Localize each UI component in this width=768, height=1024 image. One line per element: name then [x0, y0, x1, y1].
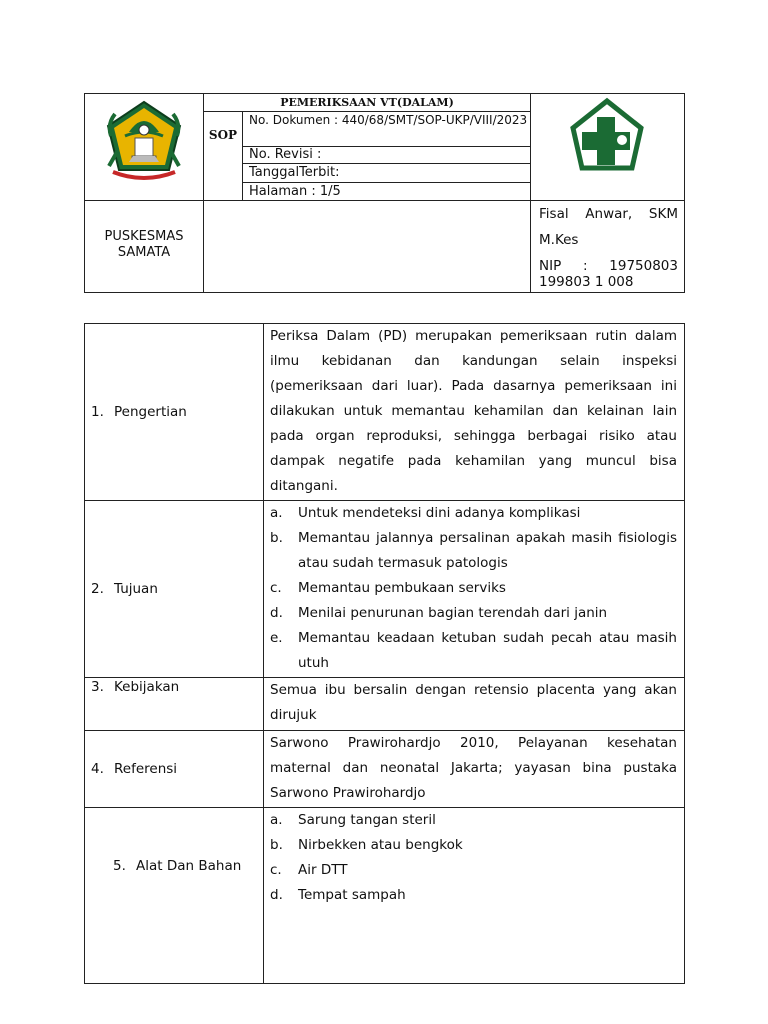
section-label — [85, 808, 264, 984]
list-item-text: Memantau jalannya persalinan apakah masih fisiologis atau sudah termasuk patologis — [298, 530, 677, 571]
signer-title: M.Kes — [539, 232, 579, 248]
pengertian-text: Periksa Dalam (PD) merupakan pemeriksaan rutin dalam ilmu kebidanan dan kandungan selain inspeksi (pemeriksaan dari luar). Pada dasarnya pemeriksaan ini dilakukan untuk memantau kehamilan dan kelainan lain pada organ reproduksi, sehingga berbagai risiko atau dampak negatife pada kehamilan yang muncul bisa ditangani. — [264, 324, 685, 501]
section-label — [85, 678, 264, 731]
list-item-text: Memantau keadaan ketuban sudah pecah atau masih utuh — [298, 630, 677, 671]
table-row — [85, 731, 685, 808]
sop-header — [84, 93, 685, 293]
section-number: 1. — [91, 404, 104, 420]
tujuan-list — [270, 501, 677, 676]
signer-nip-line1: NIP : 19750803 — [539, 258, 678, 274]
table-row — [85, 324, 685, 501]
list-item — [270, 501, 677, 526]
list-item — [270, 808, 677, 833]
list-item — [270, 833, 677, 858]
section-title: Kebijakan — [114, 679, 180, 695]
list-item-text: Sarung tangan steril — [298, 812, 436, 828]
revision-number: No. Revisi : — [243, 147, 531, 164]
puskesmas-logo-cell — [531, 94, 684, 201]
section-title: Pengertian — [114, 404, 187, 420]
document-title: PEMERIKSAAN VT(DALAM) — [204, 94, 531, 112]
list-marker: b. — [270, 530, 283, 546]
table-row — [85, 678, 685, 731]
list-item — [270, 576, 677, 601]
regency-logo-cell — [85, 94, 204, 201]
list-marker: a. — [270, 812, 283, 828]
list-marker: b. — [270, 837, 283, 853]
referensi-text: Sarwono Prawirohardjo 2010, Pelayanan kesehatan maternal dan neonatal Jakarta; yayasan bina pustaka Sarwono Prawirohardjo — [264, 731, 685, 808]
list-marker: c. — [270, 580, 282, 596]
list-item-text: Memantau pembukaan serviks — [298, 580, 506, 596]
kebijakan-text: Semua ibu bersalin dengan retensio placenta yang akan dirujuk — [264, 678, 685, 731]
list-item — [270, 883, 677, 908]
list-marker: d. — [270, 605, 283, 621]
section-number: 4. — [91, 761, 104, 777]
list-item-text: Menilai penurunan bagian terendah dari janin — [298, 605, 608, 621]
sop-label: SOP — [204, 112, 243, 201]
section-label — [85, 324, 264, 501]
list-item — [270, 858, 677, 883]
page-number: Halaman : 1/5 — [243, 183, 531, 201]
institution-name: PUSKESMAS SAMATA — [85, 201, 204, 292]
list-item-text: Untuk mendeteksi dini adanya komplikasi — [298, 505, 581, 521]
section-label — [85, 731, 264, 808]
alat-list-cell — [264, 808, 685, 984]
signer-nip-line2: 199803 1 008 — [539, 274, 634, 290]
signer-name: Fisal Anwar, SKM — [539, 206, 678, 222]
section-number: 3. — [91, 679, 104, 695]
list-marker: c. — [270, 862, 282, 878]
list-item — [270, 626, 677, 676]
list-marker: e. — [270, 630, 283, 646]
section-label — [85, 501, 264, 678]
section-title: Tujuan — [114, 581, 158, 597]
puskesmas-logo-icon — [531, 94, 684, 201]
document-number: No. Dokumen : 440/68/SMT/SOP-UKP/VIII/2023 — [243, 112, 531, 147]
section-title: Referensi — [114, 761, 178, 777]
empty-header-cell — [204, 201, 531, 292]
section-title: Alat Dan Bahan — [136, 858, 242, 874]
list-item — [270, 601, 677, 626]
section-number: 5. — [113, 858, 126, 874]
section-number: 2. — [91, 581, 104, 597]
issue-date: TanggalTerbit: — [243, 164, 531, 183]
list-item — [270, 526, 677, 576]
list-item-text: Nirbekken atau bengkok — [298, 837, 463, 853]
alat-list — [270, 808, 677, 908]
sop-content-table — [84, 323, 685, 984]
signatory-block — [531, 201, 684, 292]
table-row — [85, 501, 685, 678]
list-item-text: Air DTT — [298, 862, 348, 878]
list-item-text: Tempat sampah — [298, 887, 406, 903]
table-row — [85, 808, 685, 984]
list-marker: d. — [270, 887, 283, 903]
tujuan-list-cell — [264, 501, 685, 678]
list-marker: a. — [270, 505, 283, 521]
regency-emblem-icon — [85, 94, 204, 201]
